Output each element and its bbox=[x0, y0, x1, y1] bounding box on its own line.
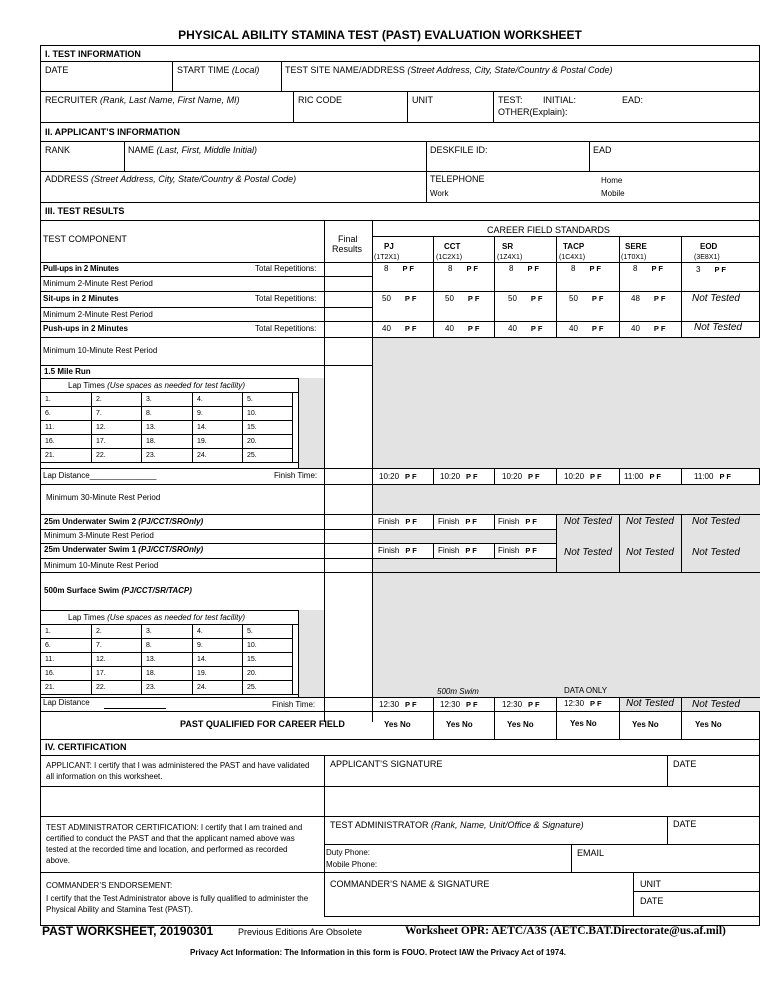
pullup-standard-eod: 3 P F bbox=[696, 265, 726, 274]
ead-checkbox-label[interactable]: EAD: bbox=[622, 95, 644, 105]
admin-date-field[interactable]: DATE bbox=[673, 819, 697, 829]
form-number: PAST WORKSHEET, 20190301 bbox=[42, 924, 214, 938]
qualified-sere-yes-no[interactable]: Yes No bbox=[632, 720, 659, 729]
pushup-standard-sere: 40 P F bbox=[631, 324, 666, 333]
pushup-standard-sr: 40 P F bbox=[508, 324, 543, 333]
swim1-sere-not-tested: Not Tested bbox=[626, 547, 674, 558]
applicant-certification-text: APPLICANT: I certify that I was administered the PAST and have validated all information on this worksheet. bbox=[46, 761, 310, 781]
lap-cell[interactable]: 16. bbox=[45, 670, 55, 677]
lap-distance-label[interactable]: Lap Distance bbox=[43, 698, 90, 707]
lap-cell[interactable]: 21. bbox=[45, 452, 55, 459]
lap-cell[interactable]: 23. bbox=[146, 452, 156, 459]
field-code-sere: (1T0X1) bbox=[621, 254, 647, 261]
swim2-eod-not-tested: Not Tested bbox=[692, 516, 740, 527]
email-field[interactable]: EMAIL bbox=[577, 848, 605, 858]
lap-times-label: Lap Times (Use spaces as needed for test facility) bbox=[68, 381, 245, 390]
recruiter-label: RECRUITER bbox=[45, 95, 98, 105]
ric-code-field[interactable]: RIC CODE bbox=[298, 95, 343, 105]
qualified-sr-yes-no[interactable]: Yes No bbox=[507, 720, 534, 729]
qualified-pj-yes-no[interactable]: Yes No bbox=[384, 720, 411, 729]
surface-standard-cct: 12:30 P F bbox=[440, 700, 478, 709]
run-label: 1.5 Mile Run bbox=[44, 367, 91, 376]
commander-endorsement-text: I certify that the Test Administrator above is fully qualified to administer the Physical Ability and Stamina Test (PAST). bbox=[46, 894, 309, 914]
lap-cell[interactable]: 15. bbox=[247, 656, 257, 663]
lap-cell[interactable]: 14. bbox=[197, 656, 207, 663]
surface-standard-sr: 12:30 P F bbox=[502, 700, 540, 709]
rest-period-label: Minimum 30-Minute Rest Period bbox=[46, 493, 161, 502]
rank-field[interactable]: RANK bbox=[45, 145, 71, 155]
commander-signature-field[interactable]: COMMANDER’S NAME & SIGNATURE bbox=[330, 879, 490, 889]
test-site-field[interactable] bbox=[285, 66, 612, 75]
swim2-tacp-not-tested: Not Tested bbox=[564, 516, 612, 527]
test-type-label: TEST: bbox=[498, 95, 523, 105]
situp-standard-sr: 50 P F bbox=[508, 294, 543, 303]
address-field[interactable] bbox=[45, 175, 296, 184]
lap-cell[interactable]: 3. bbox=[146, 396, 152, 403]
lap-cell[interactable]: 6. bbox=[45, 410, 51, 417]
field-code-tacp: (1C4X1) bbox=[559, 254, 586, 261]
rest-period-label: Minimum 2-Minute Rest Period bbox=[43, 279, 153, 288]
lap-cell[interactable]: 14. bbox=[197, 424, 207, 431]
total-reps-label: Total Repetitions: bbox=[255, 264, 317, 273]
unit-field[interactable]: UNIT bbox=[412, 95, 433, 105]
start-time-field[interactable] bbox=[177, 66, 259, 75]
swim1-standard-sr: Finish P F bbox=[498, 546, 537, 555]
lap-cell[interactable]: 18. bbox=[146, 670, 156, 677]
situp-standard-tacp: 50 P F bbox=[569, 294, 604, 303]
lap-cell[interactable]: 10. bbox=[247, 410, 257, 417]
lap-cell[interactable]: 5. bbox=[247, 396, 253, 403]
swim2-standard-sr: Finish P F bbox=[498, 517, 537, 526]
applicant-date-field[interactable]: DATE bbox=[673, 759, 697, 769]
finish-time-label: Finish Time: bbox=[274, 471, 318, 480]
lap-cell[interactable]: 13. bbox=[146, 656, 156, 663]
lap-cell[interactable]: 20. bbox=[247, 670, 257, 677]
lap-cell[interactable]: 16. bbox=[45, 438, 55, 445]
name-note: (Last, First, Middle Initial) bbox=[156, 145, 258, 155]
name-field[interactable] bbox=[128, 146, 257, 155]
lap-cell[interactable]: 24. bbox=[197, 684, 207, 691]
telephone-label: TELEPHONE bbox=[430, 174, 485, 184]
pushup-eod-not-tested: Not Tested bbox=[694, 322, 742, 333]
address-label: ADDRESS bbox=[45, 174, 89, 184]
lap-cell[interactable]: 8. bbox=[146, 410, 152, 417]
pullup-standard-tacp: 8 P F bbox=[571, 264, 601, 273]
qualified-eod-yes-no[interactable]: Yes No bbox=[695, 720, 722, 729]
surface-sere-not-tested: Not Tested bbox=[626, 698, 674, 709]
lap-cell[interactable]: 12. bbox=[96, 656, 106, 663]
lap-cell[interactable]: 12. bbox=[96, 424, 106, 431]
situp-standard-pj: 50 P F bbox=[382, 294, 417, 303]
swim2-standard-pj: Finish P F bbox=[378, 517, 417, 526]
applicant-signature-field[interactable]: APPLICANT’S SIGNATURE bbox=[330, 759, 443, 769]
admin-signature-note: (Rank, Name, Unit/Office & Signature) bbox=[431, 820, 584, 830]
lap-cell[interactable]: 19. bbox=[197, 670, 207, 677]
lap-cell[interactable]: 1. bbox=[45, 396, 51, 403]
field-name-cct: CCT bbox=[444, 242, 461, 251]
recruiter-note: (Rank, Last Name, First Name, MI) bbox=[100, 95, 240, 105]
section-heading: IV. CERTIFICATION bbox=[45, 742, 127, 752]
lap-cell[interactable]: 9. bbox=[197, 642, 203, 649]
pullup-standard-sr: 8 P F bbox=[509, 264, 539, 273]
lap-cell[interactable]: 18. bbox=[146, 438, 156, 445]
career-field-standards-header: CAREER FIELD STANDARDS bbox=[487, 225, 610, 235]
date-field[interactable]: DATE bbox=[45, 65, 69, 75]
run-standard-pj: 10:20 P F bbox=[379, 472, 417, 481]
situp-standard-cct: 50 P F bbox=[445, 294, 480, 303]
test-site-note: (Street Address, City, State/Country & Postal Code) bbox=[407, 65, 613, 75]
lap-cell[interactable]: 17. bbox=[96, 438, 106, 445]
initial-checkbox-label[interactable]: INITIAL: bbox=[543, 95, 577, 105]
worksheet-opr: Worksheet OPR: AETC/A3S (AETC.BAT.Directorate@us.af.mil) bbox=[405, 925, 726, 937]
field-code-eod: (3E8X1) bbox=[694, 254, 720, 261]
work-phone-field[interactable]: Work bbox=[430, 189, 449, 198]
pullup-standard-cct: 8 P F bbox=[448, 264, 478, 273]
lap-cell[interactable]: 3. bbox=[146, 628, 152, 635]
lap-cell[interactable]: 13. bbox=[146, 424, 156, 431]
situp-eod-not-tested: Not Tested bbox=[692, 293, 740, 304]
lap-cell[interactable]: 7. bbox=[96, 410, 102, 417]
field-name-sere: SERE bbox=[625, 242, 647, 251]
recruiter-field[interactable] bbox=[45, 96, 240, 105]
pullups-label: Pull-ups in 2 Minutes bbox=[43, 264, 119, 273]
pushups-label: Push-ups in 2 Minutes bbox=[43, 324, 128, 333]
section-heading: II. APPLICANT’S INFORMATION bbox=[45, 127, 180, 137]
qualified-tacp-yes-no[interactable]: Yes No bbox=[570, 719, 597, 728]
field-name-sr: SR bbox=[502, 242, 514, 251]
mobile-phone-field[interactable]: Mobile bbox=[601, 189, 625, 198]
situp-standard-sere: 48 P F bbox=[631, 294, 666, 303]
field-code-sr: (1Z4X1) bbox=[497, 254, 523, 261]
lap-cell[interactable]: 22. bbox=[96, 452, 106, 459]
surface-swim-label: 500m Surface Swim (PJ/CCT/SR/TACP) bbox=[44, 586, 192, 595]
swim1-label: 25m Underwater Swim 1 (PJ/CCT/SROnly) bbox=[44, 545, 204, 554]
situps-label: Sit-ups in 2 Minutes bbox=[43, 294, 119, 303]
field-name-pj: PJ bbox=[384, 242, 394, 251]
run-standard-tacp: 10:20 P F bbox=[564, 472, 602, 481]
final-results-header-2: Results bbox=[332, 244, 363, 254]
run-standard-sere: 11:00 P F bbox=[624, 472, 661, 481]
lap-cell[interactable]: 9. bbox=[197, 410, 203, 417]
lap-cell[interactable]: 11. bbox=[45, 656, 55, 663]
pushup-standard-pj: 40 P F bbox=[382, 324, 417, 333]
lap-cell[interactable]: 5. bbox=[247, 628, 253, 635]
swim1-tacp-not-tested: Not Tested bbox=[564, 547, 612, 558]
run-standard-cct: 10:20 P F bbox=[440, 472, 478, 481]
privacy-act-notice: Privacy Act Information: The Information in this form is FOUO. Protect IAW the Privacy Act of 1974. bbox=[190, 948, 566, 957]
run-standard-sr: 10:20 P F bbox=[502, 472, 540, 481]
lap-cell[interactable]: 24. bbox=[197, 452, 207, 459]
rest-period-label: Minimum 10-Minute Rest Period bbox=[43, 346, 158, 355]
swim1-eod-not-tested: Not Tested bbox=[692, 547, 740, 558]
lap-cell[interactable]: 1. bbox=[45, 628, 51, 635]
lap-cell[interactable]: 4. bbox=[197, 628, 203, 635]
mobile-phone-field[interactable]: Mobile Phone: bbox=[326, 860, 378, 869]
pullup-standard-pj: 8 P F bbox=[384, 264, 414, 273]
swim2-label: 25m Underwater Swim 2 (PJ/CCT/SROnly) bbox=[44, 517, 204, 526]
lap-cell[interactable]: 6. bbox=[45, 642, 51, 649]
qualified-cct-yes-no[interactable]: Yes No bbox=[446, 720, 473, 729]
admin-certification-text: TEST ADMINISTRATOR CERTIFICATION: I certify that I am trained and certified to conduct the PAST and that the applicant named above was tested at the recorded time and location, and performed as recorded above. bbox=[46, 823, 303, 865]
lap-cell[interactable]: 11. bbox=[45, 424, 55, 431]
ead-date-field[interactable]: EAD bbox=[593, 145, 612, 155]
surface-standard-tacp: 12:30 P F bbox=[564, 699, 602, 708]
admin-signature-label: TEST ADMINISTRATOR bbox=[330, 820, 429, 830]
total-reps-label: Total Repetitions: bbox=[255, 324, 317, 333]
lap-cell[interactable]: 17. bbox=[96, 670, 106, 677]
address-note: (Street Address, City, State/Country & Postal Code) bbox=[91, 174, 297, 184]
surface-eod-not-tested: Not Tested bbox=[692, 699, 740, 710]
name-label: NAME bbox=[128, 145, 155, 155]
lap-cell[interactable]: 25. bbox=[247, 684, 257, 691]
swim-500m-label: 500m Swim bbox=[437, 687, 479, 696]
run-standard-eod: 11:00 P F bbox=[694, 472, 731, 481]
pullup-standard-sere: 8 P F bbox=[633, 264, 663, 273]
data-only-label: DATA ONLY bbox=[564, 686, 608, 695]
section-heading: III. TEST RESULTS bbox=[45, 206, 125, 216]
rest-period-label: Minimum 3-Minute Rest Period bbox=[44, 531, 154, 540]
rest-period-label: Minimum 10-Minute Rest Period bbox=[44, 561, 159, 570]
lap-cell[interactable]: 4. bbox=[197, 396, 203, 403]
pushup-standard-tacp: 40 P F bbox=[569, 324, 604, 333]
lap-cell[interactable]: 2. bbox=[96, 628, 102, 635]
other-explain-label[interactable]: OTHER(Explain): bbox=[498, 107, 568, 117]
finish-time-label: Finish Time: bbox=[272, 700, 316, 709]
lap-cell[interactable]: 10. bbox=[247, 642, 257, 649]
lap-distance-label[interactable]: Lap Distance_______________ bbox=[43, 471, 157, 480]
field-name-eod: EOD bbox=[700, 242, 718, 251]
field-code-cct: (1C2X1) bbox=[436, 254, 463, 261]
lap-cell[interactable]: 7. bbox=[96, 642, 102, 649]
swim2-standard-cct: Finish P F bbox=[438, 517, 477, 526]
lap-cell[interactable]: 20. bbox=[247, 438, 257, 445]
swim1-standard-cct: Finish P F bbox=[438, 546, 477, 555]
lap-cell[interactable]: 21. bbox=[45, 684, 55, 691]
lap-cell[interactable]: 8. bbox=[146, 642, 152, 649]
duty-phone-field[interactable]: Duty Phone: bbox=[326, 848, 371, 857]
lap-cell[interactable]: 19. bbox=[197, 438, 207, 445]
commander-unit-field[interactable]: UNIT bbox=[640, 879, 661, 889]
admin-signature-field[interactable] bbox=[330, 821, 584, 830]
home-phone-field[interactable]: Home bbox=[601, 176, 623, 185]
start-time-label: START TIME bbox=[177, 65, 230, 75]
test-site-label: TEST SITE NAME/ADDRESS bbox=[285, 65, 405, 75]
final-results-header: Final bbox=[338, 234, 358, 244]
previous-editions-note: Previous Editions Are Obsolete bbox=[238, 927, 363, 937]
lap-cell[interactable]: 2. bbox=[96, 396, 102, 403]
field-code-pj: (1T2X1) bbox=[374, 254, 400, 261]
start-time-note: (Local) bbox=[231, 65, 260, 75]
surface-standard-pj: 12:30 P F bbox=[379, 700, 417, 709]
test-component-header: TEST COMPONENT bbox=[43, 234, 127, 244]
commander-date-field[interactable]: DATE bbox=[640, 896, 664, 906]
lap-cell[interactable]: 23. bbox=[146, 684, 156, 691]
swim1-standard-pj: Finish P F bbox=[378, 546, 417, 555]
qualified-label: PAST QUALIFIED FOR CAREER FIELD bbox=[180, 719, 345, 729]
section-heading: I. TEST INFORMATION bbox=[45, 49, 141, 59]
lap-cell[interactable]: 15. bbox=[247, 424, 257, 431]
commander-endorsement-label: COMMANDER’S ENDORSEMENT: bbox=[46, 881, 173, 890]
pushup-standard-cct: 40 P F bbox=[445, 324, 480, 333]
field-name-tacp: TACP bbox=[563, 242, 585, 251]
deskfile-id-field[interactable]: DESKFILE ID: bbox=[430, 145, 488, 155]
total-reps-label: Total Repetitions: bbox=[255, 294, 317, 303]
lap-cell[interactable]: 22. bbox=[96, 684, 106, 691]
lap-cell[interactable]: 25. bbox=[247, 452, 257, 459]
lap-times-label: Lap Times (Use spaces as needed for test facility) bbox=[68, 613, 245, 622]
swim2-sere-not-tested: Not Tested bbox=[626, 516, 674, 527]
page-title: PHYSICAL ABILITY STAMINA TEST (PAST) EVALUATION WORKSHEET bbox=[178, 28, 582, 42]
rest-period-label: Minimum 2-Minute Rest Period bbox=[43, 310, 153, 319]
